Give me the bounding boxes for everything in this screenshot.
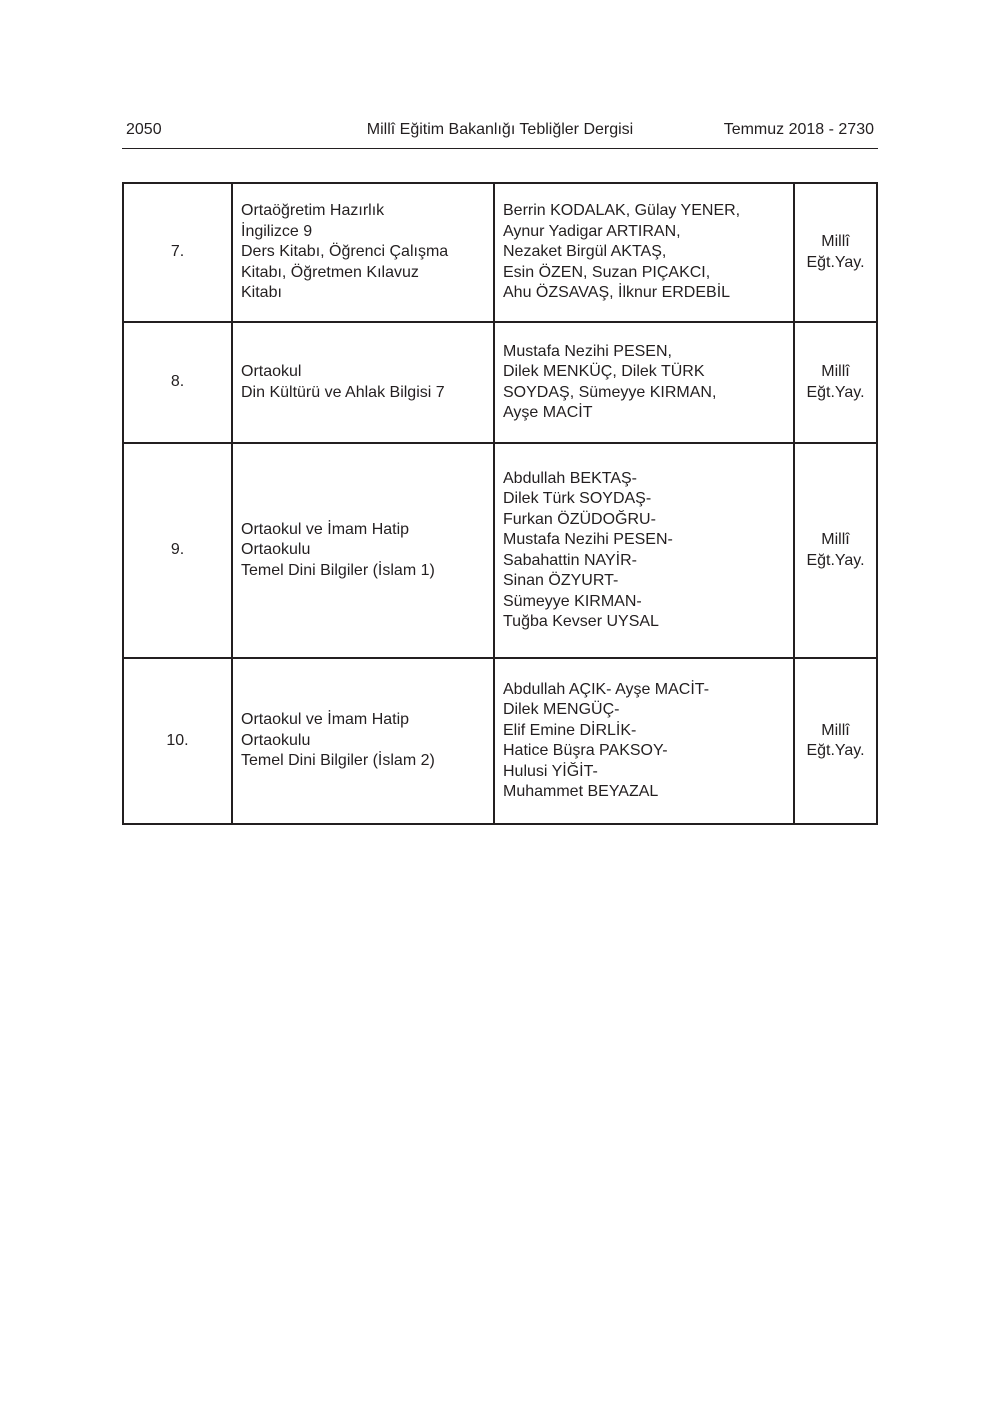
book-publisher: Millî Eğt.Yay.	[794, 322, 877, 443]
row-number: 9.	[123, 443, 232, 658]
book-publisher: Millî Eğt.Yay.	[794, 658, 877, 824]
table-row	[123, 443, 877, 658]
book-authors: Abdullah BEKTAŞ- Dilek Türk SOYDAŞ- Furkan ÖZÜDOĞRU- Mustafa Nezihi PESEN- Sabahattin NAYİR- Sinan ÖZYURT- Sümeyye KIRMAN- Tuğba Kevser UYSAL	[494, 443, 794, 658]
book-authors: Abdullah AÇIK- Ayşe MACİT- Dilek MENGÜÇ- Elif Emine DİRLİK- Hatice Büşra PAKSOY- Hulusi YİĞİT- Muhammet BEYAZAL	[494, 658, 794, 824]
book-title: Ortaokul ve İmam Hatip Ortaokulu Temel Dini Bilgiler (İslam 2)	[232, 658, 494, 824]
row-number: 8.	[123, 322, 232, 443]
book-publisher: Millî Eğt.Yay.	[794, 443, 877, 658]
row-number: 7.	[123, 183, 232, 322]
textbook-table	[122, 182, 878, 825]
book-authors: Berrin KODALAK, Gülay YENER, Aynur Yadigar ARTIRAN, Nezaket Birgül AKTAŞ, Esin ÖZEN, Suzan PIÇAKCI, Ahu ÖZSAVAŞ, İlknur ERDEBİL	[494, 183, 794, 322]
page-number: 2050	[126, 121, 162, 138]
table-row	[123, 658, 877, 824]
journal-title: Millî Eğitim Bakanlığı Tebliğler Dergisi	[366, 121, 634, 138]
book-publisher: Millî Eğt.Yay.	[794, 183, 877, 322]
table-row	[123, 322, 877, 443]
issue-info: Temmuz 2018 - 2730	[723, 121, 874, 138]
row-number: 10.	[123, 658, 232, 824]
book-title: Ortaöğretim Hazırlık İngilizce 9 Ders Kitabı, Öğrenci Çalışma Kitabı, Öğretmen Kılavuz Kitabı	[232, 183, 494, 322]
book-title: Ortaokul ve İmam Hatip Ortaokulu Temel Dini Bilgiler (İslam 1)	[232, 443, 494, 658]
book-authors: Mustafa Nezihi PESEN, Dilek MENKÜÇ, Dilek TÜRK SOYDAŞ, Sümeyye KIRMAN, Ayşe MACİT	[494, 322, 794, 443]
page-header	[122, 120, 878, 149]
table-row	[123, 183, 877, 322]
book-title: Ortaokul Din Kültürü ve Ahlak Bilgisi 7	[232, 322, 494, 443]
